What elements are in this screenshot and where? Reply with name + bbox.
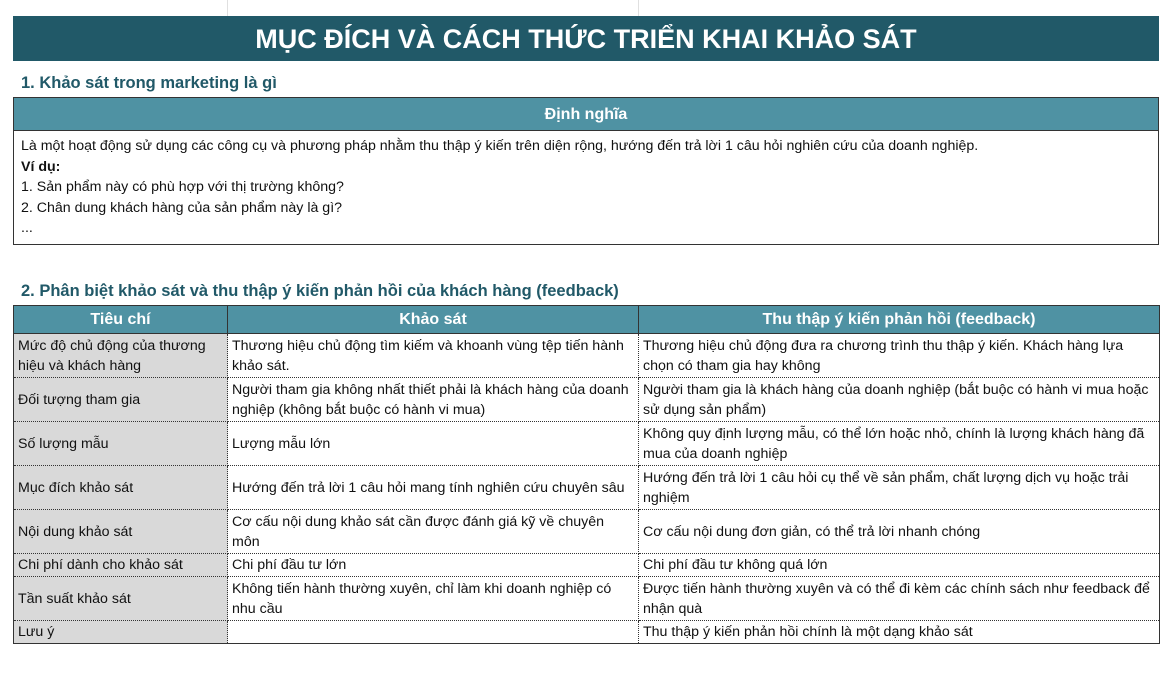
table-row xyxy=(14,577,1160,621)
page-title: MỤC ĐÍCH VÀ CÁCH THỨC TRIỂN KHAI KHẢO SÁT xyxy=(13,16,1159,61)
feedback-cell: Không quy định lượng mẫu, có thể lớn hoặc nhỏ, chính là lượng khách hàng đã mua của doanh nghiệp xyxy=(639,422,1160,466)
criteria-cell: Chi phí dành cho khảo sát xyxy=(14,554,228,577)
table-row xyxy=(14,554,1160,577)
definition-header: Định nghĩa xyxy=(14,98,1158,131)
column-header-criteria: Tiêu chí xyxy=(14,306,228,334)
survey-cell xyxy=(228,621,639,644)
criteria-cell: Mục đích khảo sát xyxy=(14,466,228,510)
table-row xyxy=(14,334,1160,378)
example-item: 1. Sản phẩm này có phù hợp với thị trường không? xyxy=(21,179,344,195)
comparison-table xyxy=(13,305,1160,644)
section-2-heading: 2. Phân biệt khảo sát và thu thập ý kiến phản hồi của khách hàng (feedback) xyxy=(21,282,619,300)
survey-cell: Thương hiệu chủ động tìm kiếm và khoanh vùng tệp tiến hành khảo sát. xyxy=(228,334,639,378)
table-row xyxy=(14,510,1160,554)
survey-cell: Lượng mẫu lớn xyxy=(228,422,639,466)
table-header-row xyxy=(14,306,1160,334)
gridline-decor xyxy=(227,0,228,16)
gridline-decor xyxy=(638,0,639,16)
column-header-survey: Khảo sát xyxy=(228,306,639,334)
definition-box xyxy=(13,97,1159,245)
section-1-heading: 1. Khảo sát trong marketing là gì xyxy=(21,74,277,92)
definition-body xyxy=(14,131,1158,239)
feedback-cell: Được tiến hành thường xuyên và có thể đi kèm các chính sách như feedback để nhận quà xyxy=(639,577,1160,621)
feedback-cell: Thương hiệu chủ động đưa ra chương trình thu thập ý kiến. Khách hàng lựa chọn có tham gia hay không xyxy=(639,334,1160,378)
criteria-cell: Tần suất khảo sát xyxy=(14,577,228,621)
survey-cell: Hướng đến trả lời 1 câu hỏi mang tính nghiên cứu chuyên sâu xyxy=(228,466,639,510)
survey-cell: Chi phí đầu tư lớn xyxy=(228,554,639,577)
criteria-cell: Số lượng mẫu xyxy=(14,422,228,466)
survey-cell: Người tham gia không nhất thiết phải là khách hàng của doanh nghiệp (không bắt buộc có hành vi mua) xyxy=(228,378,639,422)
feedback-cell: Thu thập ý kiến phản hồi chính là một dạng khảo sát xyxy=(639,621,1160,644)
feedback-cell: Người tham gia là khách hàng của doanh nghiệp (bắt buộc có hành vi mua hoặc sử dụng sản phẩm) xyxy=(639,378,1160,422)
table-row xyxy=(14,621,1160,644)
criteria-cell: Mức độ chủ động của thương hiệu và khách hàng xyxy=(14,334,228,378)
feedback-cell: Hướng đến trả lời 1 câu hỏi cụ thể về sản phẩm, chất lượng dịch vụ hoặc trải nghiệm xyxy=(639,466,1160,510)
survey-cell: Không tiến hành thường xuyên, chỉ làm khi doanh nghiệp có nhu cầu xyxy=(228,577,639,621)
column-header-feedback: Thu thập ý kiến phản hồi (feedback) xyxy=(639,306,1160,334)
example-ellipsis: ... xyxy=(21,220,33,236)
feedback-cell: Cơ cấu nội dung đơn giản, có thể trả lời nhanh chóng xyxy=(639,510,1160,554)
criteria-cell: Nội dung khảo sát xyxy=(14,510,228,554)
example-label: Ví dụ: xyxy=(21,158,61,175)
survey-cell: Cơ cấu nội dung khảo sát cần được đánh giá kỹ về chuyên môn xyxy=(228,510,639,554)
feedback-cell: Chi phí đầu tư không quá lớn xyxy=(639,554,1160,577)
example-item: 2. Chân dung khách hàng của sản phẩm này là gì? xyxy=(21,199,343,216)
table-row xyxy=(14,422,1160,466)
criteria-cell: Đối tượng tham gia xyxy=(14,378,228,422)
table-row xyxy=(14,466,1160,510)
definition-text: Là một hoạt động sử dụng các công cụ và phương pháp nhằm thu thập ý kiến trên diện rộng, hướng đến trả lời 1 câu hỏi nghiên cứu của doanh nghiệp. xyxy=(21,138,979,154)
table-row xyxy=(14,378,1160,422)
criteria-cell: Lưu ý xyxy=(14,621,228,644)
